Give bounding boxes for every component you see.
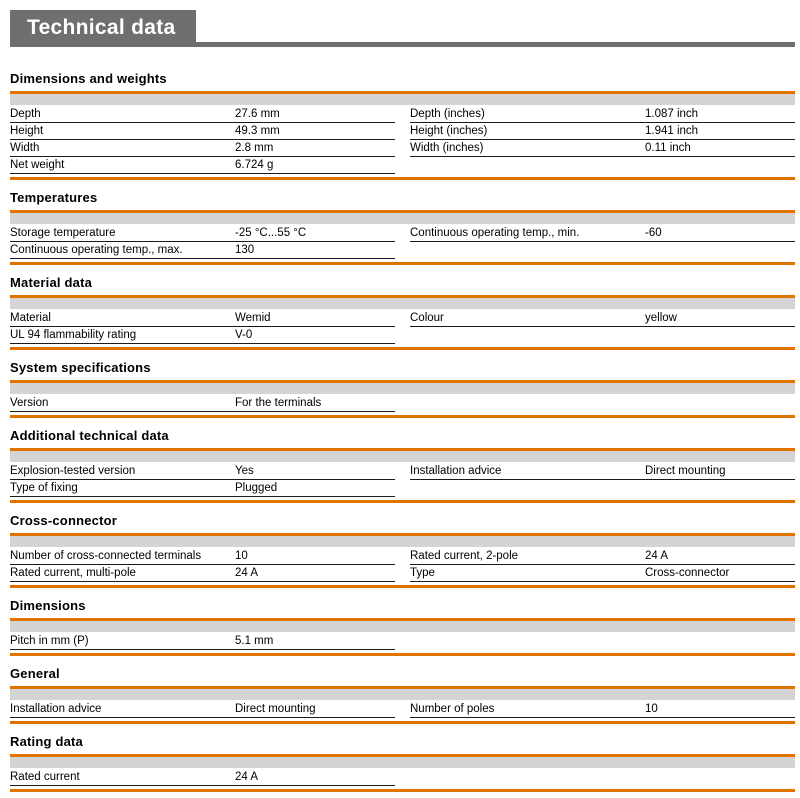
page-title: Technical data bbox=[10, 10, 196, 47]
spec-row bbox=[410, 310, 795, 327]
spec-value: 6.724 g bbox=[235, 158, 274, 171]
table-header-band bbox=[10, 298, 795, 309]
column-right bbox=[410, 310, 795, 344]
column-left bbox=[10, 225, 395, 259]
spec-row bbox=[10, 123, 395, 140]
table-columns bbox=[10, 463, 795, 497]
section-title: System specifications bbox=[10, 360, 151, 375]
spec-table bbox=[10, 380, 795, 418]
section-title: Temperatures bbox=[10, 190, 98, 205]
spec-value: 10 bbox=[645, 702, 658, 715]
spec-label: Rated current, multi-pole bbox=[10, 566, 136, 579]
spec-label: Type of fixing bbox=[10, 481, 78, 494]
section bbox=[10, 598, 795, 656]
spec-row bbox=[410, 225, 795, 242]
spec-row bbox=[410, 701, 795, 718]
spec-value: 49.3 mm bbox=[235, 124, 280, 137]
spec-row bbox=[410, 565, 795, 582]
section-title: Rating data bbox=[10, 734, 83, 749]
table-columns bbox=[10, 106, 795, 174]
spec-label: Explosion-tested version bbox=[10, 464, 136, 477]
table-columns bbox=[10, 395, 795, 412]
spec-row bbox=[10, 225, 395, 242]
section-title: General bbox=[10, 666, 60, 681]
spec-label: Width (inches) bbox=[410, 141, 484, 154]
column-right bbox=[410, 769, 795, 786]
spec-row bbox=[410, 123, 795, 140]
spec-value: 130 bbox=[235, 243, 255, 256]
spec-row bbox=[10, 140, 395, 157]
column-right bbox=[410, 395, 795, 412]
spec-row bbox=[10, 106, 395, 123]
spec-label: Number of poles bbox=[410, 702, 495, 715]
spec-table bbox=[10, 686, 795, 724]
spec-label: Rated current bbox=[10, 770, 80, 783]
table-header-band bbox=[10, 689, 795, 700]
spec-table bbox=[10, 295, 795, 350]
section bbox=[10, 190, 795, 265]
column-left bbox=[10, 548, 395, 582]
table-columns bbox=[10, 701, 795, 718]
spec-value: -25 °C...55 °C bbox=[235, 226, 307, 239]
spec-value: 24 A bbox=[645, 549, 669, 562]
spec-value: -60 bbox=[645, 226, 662, 239]
column-left bbox=[10, 106, 395, 174]
spec-table bbox=[10, 533, 795, 588]
column-right bbox=[410, 106, 795, 174]
header-rule bbox=[196, 42, 795, 47]
section bbox=[10, 734, 795, 792]
section-title: Cross-connector bbox=[10, 513, 118, 528]
spec-label: Colour bbox=[410, 311, 444, 324]
spec-value: 10 bbox=[235, 549, 248, 562]
spec-table bbox=[10, 754, 795, 792]
section bbox=[10, 513, 795, 588]
table-columns bbox=[10, 633, 795, 650]
spec-label: Depth bbox=[10, 107, 41, 120]
spec-row bbox=[410, 548, 795, 565]
spec-value: Wemid bbox=[235, 311, 271, 324]
table-columns bbox=[10, 548, 795, 582]
spec-row bbox=[10, 480, 395, 497]
spec-row bbox=[10, 242, 395, 259]
spec-label: Height bbox=[10, 124, 44, 137]
spec-row bbox=[410, 140, 795, 157]
column-left bbox=[10, 310, 395, 344]
spec-value: 24 A bbox=[235, 770, 259, 783]
spec-label: Material bbox=[10, 311, 51, 324]
spec-value: yellow bbox=[645, 311, 677, 324]
spec-row bbox=[10, 769, 395, 786]
spec-label: Type bbox=[410, 566, 435, 579]
section bbox=[10, 71, 795, 180]
spec-label: Number of cross-connected terminals bbox=[10, 549, 202, 562]
section bbox=[10, 428, 795, 503]
column-right bbox=[410, 225, 795, 259]
column-left bbox=[10, 463, 395, 497]
spec-label: Rated current, 2-pole bbox=[410, 549, 519, 562]
column-left bbox=[10, 769, 395, 786]
spec-value: 5.1 mm bbox=[235, 634, 274, 647]
spec-label: Installation advice bbox=[410, 464, 502, 477]
spec-value: Plugged bbox=[235, 481, 278, 494]
spec-value: Yes bbox=[235, 464, 254, 477]
spec-row bbox=[10, 310, 395, 327]
spec-value: For the terminals bbox=[235, 396, 322, 409]
spec-label: Pitch in mm (P) bbox=[10, 634, 89, 647]
table-columns bbox=[10, 310, 795, 344]
spec-value: 24 A bbox=[235, 566, 259, 579]
spec-value: V-0 bbox=[235, 328, 253, 341]
spec-label: Continuous operating temp., min. bbox=[410, 226, 580, 239]
column-right bbox=[410, 548, 795, 582]
spec-label: Storage temperature bbox=[10, 226, 116, 239]
spec-row bbox=[10, 548, 395, 565]
spec-label: Installation advice bbox=[10, 702, 102, 715]
table-header-band bbox=[10, 451, 795, 462]
column-right bbox=[410, 701, 795, 718]
column-right bbox=[410, 633, 795, 650]
spec-value: 0.11 inch bbox=[645, 141, 691, 154]
spec-row bbox=[10, 157, 395, 174]
spec-label: Continuous operating temp., max. bbox=[10, 243, 183, 256]
spec-row bbox=[10, 633, 395, 650]
spec-row bbox=[10, 701, 395, 718]
spec-label: Net weight bbox=[10, 158, 65, 171]
spec-value: 1.087 inch bbox=[645, 107, 699, 120]
spec-label: Version bbox=[10, 396, 49, 409]
table-columns bbox=[10, 769, 795, 786]
spec-row bbox=[10, 463, 395, 480]
table-header-band bbox=[10, 94, 795, 105]
section bbox=[10, 275, 795, 350]
spec-row bbox=[10, 327, 395, 344]
spec-table bbox=[10, 210, 795, 265]
spec-value: 2.8 mm bbox=[235, 141, 274, 154]
table-header-band bbox=[10, 213, 795, 224]
section-title: Dimensions and weights bbox=[10, 71, 167, 86]
spec-label: Height (inches) bbox=[410, 124, 488, 137]
spec-row bbox=[410, 463, 795, 480]
table-header-band bbox=[10, 383, 795, 394]
table-header-band bbox=[10, 757, 795, 768]
spec-label: UL 94 flammability rating bbox=[10, 328, 137, 341]
column-left bbox=[10, 701, 395, 718]
table-columns bbox=[10, 225, 795, 259]
spec-value: 27.6 mm bbox=[235, 107, 280, 120]
spec-value: 1.941 inch bbox=[645, 124, 699, 137]
section-title: Dimensions bbox=[10, 598, 86, 613]
spec-label: Width bbox=[10, 141, 40, 154]
spec-value: Cross-connector bbox=[645, 566, 730, 579]
column-right bbox=[410, 463, 795, 497]
section bbox=[10, 360, 795, 418]
spec-value: Direct mounting bbox=[235, 702, 316, 715]
column-left bbox=[10, 395, 395, 412]
spec-value: Direct mounting bbox=[645, 464, 726, 477]
table-header-band bbox=[10, 621, 795, 632]
spec-label: Depth (inches) bbox=[410, 107, 485, 120]
spec-row bbox=[10, 565, 395, 582]
spec-row bbox=[410, 106, 795, 123]
section-title: Material data bbox=[10, 275, 93, 290]
page-header bbox=[10, 10, 795, 47]
spec-row bbox=[10, 395, 395, 412]
spec-table bbox=[10, 91, 795, 180]
section bbox=[10, 666, 795, 724]
spec-table bbox=[10, 618, 795, 656]
column-left bbox=[10, 633, 395, 650]
section-title: Additional technical data bbox=[10, 428, 169, 443]
table-header-band bbox=[10, 536, 795, 547]
sections bbox=[10, 71, 795, 792]
spec-table bbox=[10, 448, 795, 503]
